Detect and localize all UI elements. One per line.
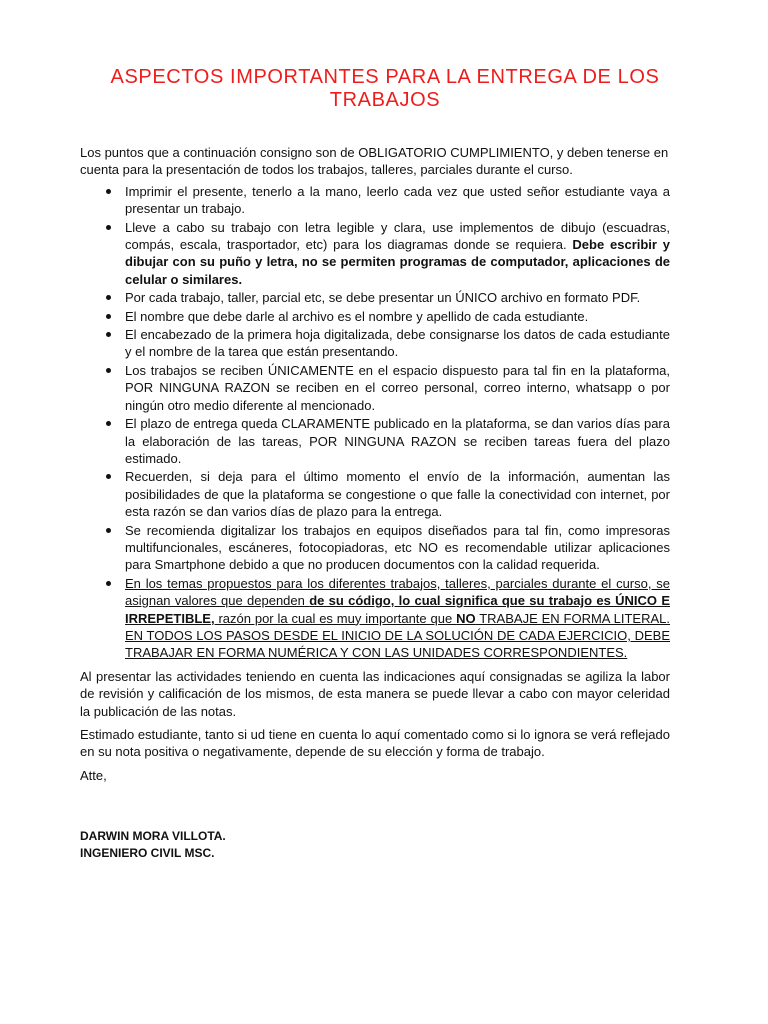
list-item-text: Lleve a cabo su trabajo con letra legible y clara, use implementos de dibujo (escuadras, compás, escala, trasportador, etc) para los diagramas donde se requiera.	[125, 219, 670, 253]
list-item-bold-text: NO	[456, 610, 476, 626]
bullet-icon	[106, 314, 111, 319]
sign-off: Atte,	[80, 767, 107, 783]
bullet-icon	[106, 474, 111, 479]
list-item	[80, 362, 670, 414]
list-item-bold-text: de su código, lo cual significa que su trabajo es ÚNICO E IRREPETIBLE,	[125, 593, 670, 626]
list-item	[80, 522, 670, 574]
list-item-text: En los temas propuestos para los diferentes trabajos, talleres, parciales durante el curso, se asignan valores que dependen	[125, 575, 670, 609]
list-item-text: El nombre que debe darle al archivo es el nombre y apellido de cada estudiante.	[125, 308, 589, 324]
bullet-icon	[106, 189, 111, 194]
list-item-text: El encabezado de la primera hoja digitalizada, debe consignarse los datos de cada estudiante y el nombre de la tarea que están presentando.	[125, 327, 670, 360]
list-item-emphasized	[80, 575, 670, 662]
list-item-text: Por cada trabajo, taller, parcial etc, se debe presentar un ÚNICO archivo en formato PDF.	[125, 290, 641, 306]
list-item	[80, 183, 670, 218]
signature-name: DARWIN MORA VILLOTA.	[80, 829, 226, 843]
list-item	[80, 468, 670, 520]
document-title: ASPECTOS IMPORTANTES PARA LA ENTREGA DE LOS TRABAJOS	[110, 66, 660, 111]
bullet-icon	[106, 295, 111, 300]
signature-block	[80, 828, 226, 862]
list-item	[80, 289, 670, 306]
bullet-icon	[106, 528, 111, 533]
list-item-text: razón por la cual es muy importante que	[214, 610, 457, 626]
list-item-text: Recuerden, si deja para el último momento el envío de la información, aumentan las posibilidades de que la plataforma se congestione o que falle la conectividad con internet, por esta razón se dan varios días de plazo para la entrega.	[125, 469, 670, 520]
list-item-text: TRABAJE EN FORMA LITERAL. EN TODOS LOS PASOS DESDE EL INICIO DE LA SOLUCIÓN DE CADA EJERCICIO, DEBE TRABAJAR EN FORMA NUMÉRICA Y CON LAS UNIDADES CORRESPONDIENTES.	[125, 610, 670, 661]
list-item	[80, 415, 670, 467]
list-item-text: Imprimir el presente, tenerlo a la mano, leerlo cada vez que usted señor estudiante vaya a presentar un trabajo.	[125, 183, 670, 217]
signature-title: INGENIERO CIVIL MSC.	[80, 846, 215, 860]
list-item	[80, 219, 670, 289]
requirements-list	[80, 183, 670, 662]
list-item-text: El plazo de entrega queda CLARAMENTE publicado en la plataforma, se dan varios días para la elaboración de las tareas, POR NINGUNA RAZON se reciben tareas fuera del plazo estimado.	[125, 416, 670, 466]
bullet-icon	[106, 581, 111, 586]
document-body	[80, 144, 670, 790]
list-item-bold-text: Debe escribir y dibujar con su puño y letra, no se permiten programas de computador, aplicaciones de celular o similares.	[125, 237, 670, 287]
intro-paragraph: Los puntos que a continuación consigno son de OBLIGATORIO CUMPLIMIENTO, y deben tenerse en cuenta para la presentación de todos los trabajos, talleres, parciales durante el curso.	[80, 145, 669, 178]
list-item-text: Los trabajos se reciben ÚNICAMENTE en el espacio dispuesto para tal fin en la plataforma, POR NINGUNA RAZON se reciben en el correo personal, correo interno, whatsapp o por ningún otro medio diferente al mencionado.	[125, 362, 670, 413]
list-item	[80, 308, 670, 325]
bullet-icon	[106, 225, 111, 230]
bullet-icon	[106, 368, 111, 373]
list-item	[80, 326, 670, 361]
list-item-text: Se recomienda digitalizar los trabajos en equipos diseñados para tal fin, como impresoras multifuncionales, escáneres, fotocopiadoras, etc NO es recomendable utilizar aplicaciones para Smartphone debido a que no producen documentos con la calidad requerida.	[125, 522, 670, 573]
bullet-icon	[106, 332, 111, 337]
closing-paragraph: Estimado estudiante, tanto si ud tiene en cuenta lo aquí comentado como si lo ignora se verá reflejado en su nota positiva o negativamente, depende de su elección y forma de trabajo.	[80, 727, 670, 760]
bullet-icon	[106, 421, 111, 426]
closing-paragraph: Al presentar las actividades teniendo en cuenta las indicaciones aquí consignadas se agiliza la labor de revisión y calificación de los mismos, de esta manera se puede llevar a cabo con mayor celeridad la publicación de las notas.	[80, 668, 670, 719]
